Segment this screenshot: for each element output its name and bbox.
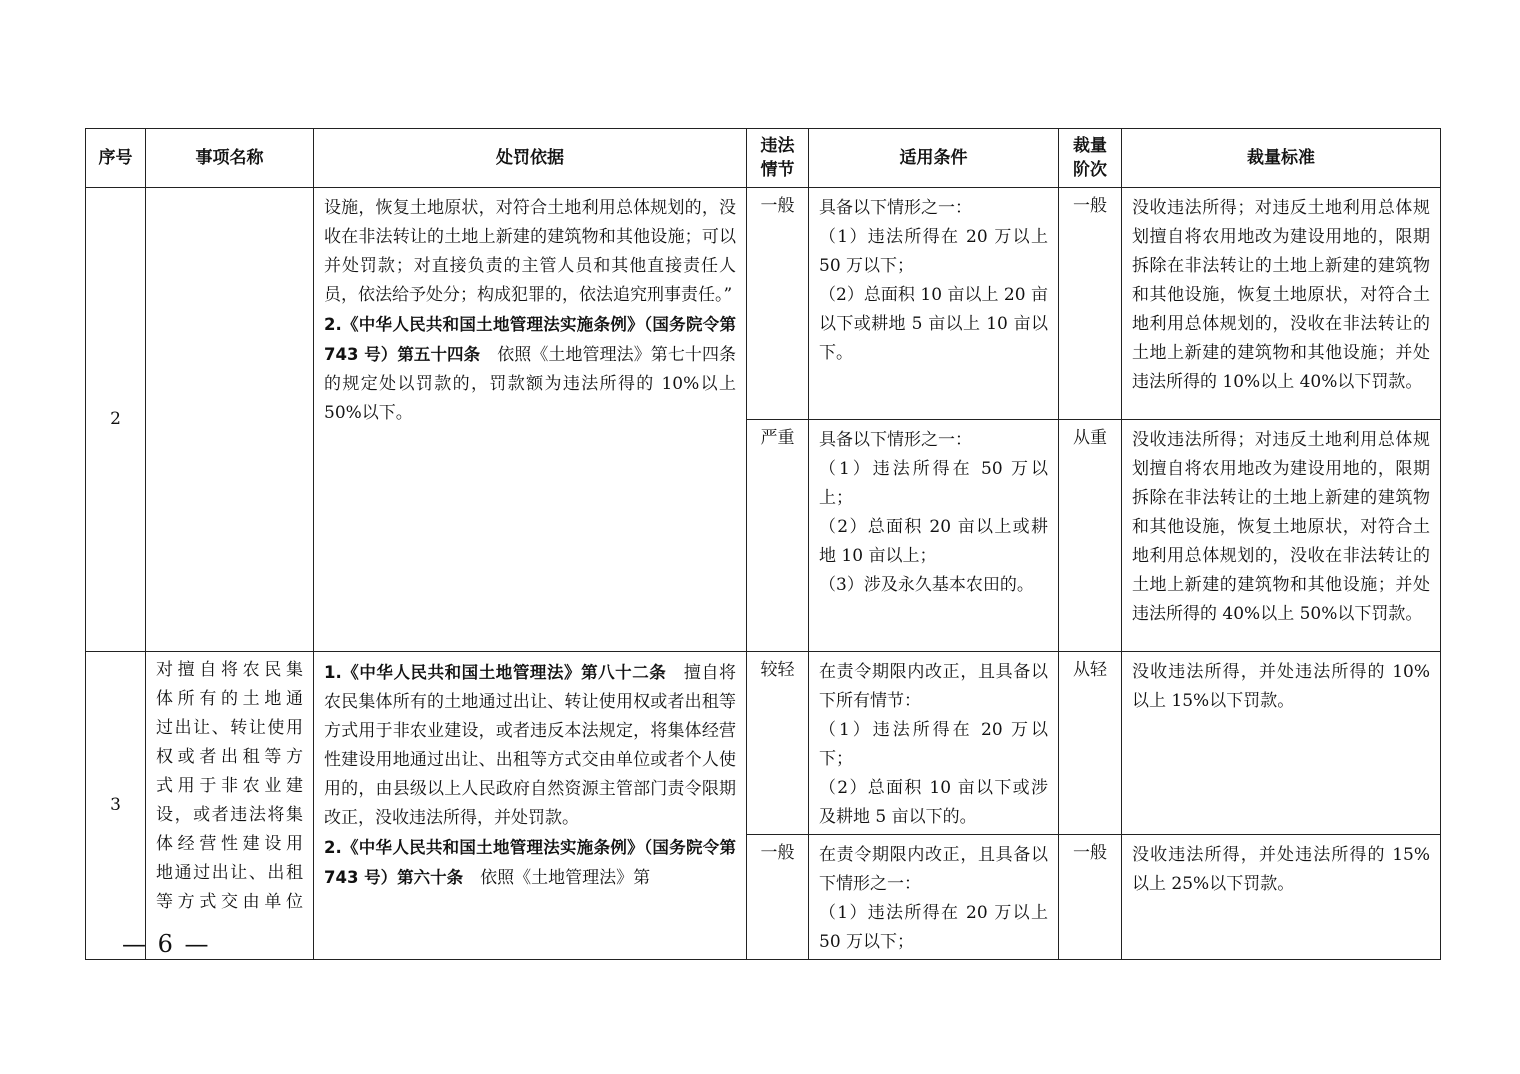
item-name-line: 设，或者违法将集 xyxy=(156,805,303,825)
condition-line: （3）涉及永久基本农田的。 xyxy=(819,575,1034,595)
tier: 一般 xyxy=(1059,188,1122,420)
table-row xyxy=(86,188,1441,420)
page-number: — 6 — xyxy=(122,930,211,958)
conditions-cell xyxy=(809,652,1059,835)
header-conditions: 适用条件 xyxy=(809,129,1059,188)
standard-cell: 没收违法所得，并处违法所得的 10%以上 15%以下罚款。 xyxy=(1122,652,1441,835)
basis-law-title: 1.《中华人民共和国土地管理法》第八十二条 xyxy=(324,663,667,682)
tier: 从轻 xyxy=(1059,652,1122,835)
standard-cell: 没收违法所得；对违反土地利用总体规划擅自将农用地改为建设用地的，限期拆除在非法转让的土地上新建的建筑物和其他设施，恢复土地原状，对符合土地利用总体规划的，没收在非法转让的土地上新建的建筑物和其他设施；并处违法所得的 10%以上 40%以下罚款。 xyxy=(1122,188,1441,420)
condition-line: （1）违法所得在 20 万以下； xyxy=(819,720,1048,769)
item-name-cell xyxy=(146,652,314,960)
item-name-line: 过出让、转让使用 xyxy=(156,718,303,738)
header-index: 序号 xyxy=(86,129,146,188)
header-standard: 裁量标准 xyxy=(1122,129,1441,188)
condition-line: （1）违法所得在 20 万以上 50 万以下； xyxy=(819,903,1048,952)
conditions-cell xyxy=(809,420,1059,652)
violation-level: 一般 xyxy=(747,835,809,960)
header-tier: 裁量阶次 xyxy=(1059,129,1122,188)
standard-cell: 没收违法所得；对违反土地利用总体规划擅自将农用地改为建设用地的，限期拆除在非法转让的土地上新建的建筑物和其他设施，恢复土地原状，对符合土地利用总体规划的，没收在非法转让的土地上新建的建筑物和其他设施；并处违法所得的 40%以上 50%以下罚款。 xyxy=(1122,420,1441,652)
row-index: 3 xyxy=(86,652,146,960)
penalty-basis-cell xyxy=(314,652,747,960)
penalty-basis-cell xyxy=(314,188,747,652)
basis-text: 设施，恢复土地原状，对符合土地利用总体规划的，没收在非法转让的土地上新建的建筑物和其他设施；可以并处罚款；对直接负责的主管人员和其他直接责任人员，依法给予处分；构成犯罪的，依法追究刑事责任。” xyxy=(324,198,736,305)
basis-text: 依照《土地管理法》第 xyxy=(463,868,651,888)
standard-cell: 没收违法所得，并处违法所得的 15%以上 25%以下罚款。 xyxy=(1122,835,1441,960)
condition-line: （2）总面积 10 亩以下或涉及耕地 5 亩以下的。 xyxy=(819,778,1048,827)
condition-line: （2）总面积 20 亩以上或耕地 10 亩以上； xyxy=(819,517,1048,566)
item-name-line: 等方式交由单位 xyxy=(156,892,303,912)
condition-line: 具备以下情形之一： xyxy=(819,430,972,450)
tier: 从重 xyxy=(1059,420,1122,652)
condition-line: 在责令期限内改正，且具备以下情形之一： xyxy=(819,845,1048,894)
basis-text: 擅自将农民集体所有的土地通过出让、转让使用权或者出租等方式用于非农业建设，或者违反本法规定，将集体经营性建设用地通过出让、出租等方式交由单位或者个人使用的，由县级以上人民政府自然资源主管部门责令限期改正，没收违法所得，并处罚款。 xyxy=(324,663,737,828)
violation-level: 一般 xyxy=(747,188,809,420)
condition-line: 具备以下情形之一： xyxy=(819,198,972,218)
item-name-line: 地通过出让、出租 xyxy=(156,863,303,883)
item-name-line: 权或者出租等方 xyxy=(156,747,303,767)
basis-law-title: 2.《中华人民共和国土地管理法实施条例》（国务院令第 743 号）第五十四条 xyxy=(324,315,736,364)
basis-law-title: 2.《中华人民共和国土地管理法实施条例》（国务院令第 743 号）第六十条 xyxy=(324,838,736,887)
condition-line: （1）违法所得在 20 万以上 50 万以下； xyxy=(819,227,1048,276)
table-header-row xyxy=(86,129,1441,188)
item-name-line: 体经营性建设用 xyxy=(156,834,303,854)
item-name-line: 式用于非农业建 xyxy=(156,776,303,796)
item-name-line: 体所有的土地通 xyxy=(156,689,303,709)
condition-line: 在责令期限内改正，且具备以下所有情节： xyxy=(819,662,1048,711)
item-name-line: 对擅自将农民集 xyxy=(156,660,303,680)
condition-line: （1）违法所得在 50 万以上； xyxy=(819,459,1048,508)
discretion-table xyxy=(85,128,1441,960)
violation-level: 严重 xyxy=(747,420,809,652)
row-index: 2 xyxy=(86,188,146,652)
item-name-cell xyxy=(146,188,314,652)
header-violation-level: 违法情节 xyxy=(747,129,809,188)
header-item-name: 事项名称 xyxy=(146,129,314,188)
header-penalty-basis: 处罚依据 xyxy=(314,129,747,188)
condition-line: （2）总面积 10 亩以上 20 亩以下或耕地 5 亩以上 10 亩以下。 xyxy=(819,285,1048,363)
conditions-cell xyxy=(809,835,1059,960)
table-row xyxy=(86,652,1441,835)
tier: 一般 xyxy=(1059,835,1122,960)
conditions-cell xyxy=(809,188,1059,420)
violation-level: 较轻 xyxy=(747,652,809,835)
basis-text: 依照《土地管理法》第七十四条的规定处以罚款的，罚款额为违法所得的 10%以上 50%以下。 xyxy=(324,345,737,423)
